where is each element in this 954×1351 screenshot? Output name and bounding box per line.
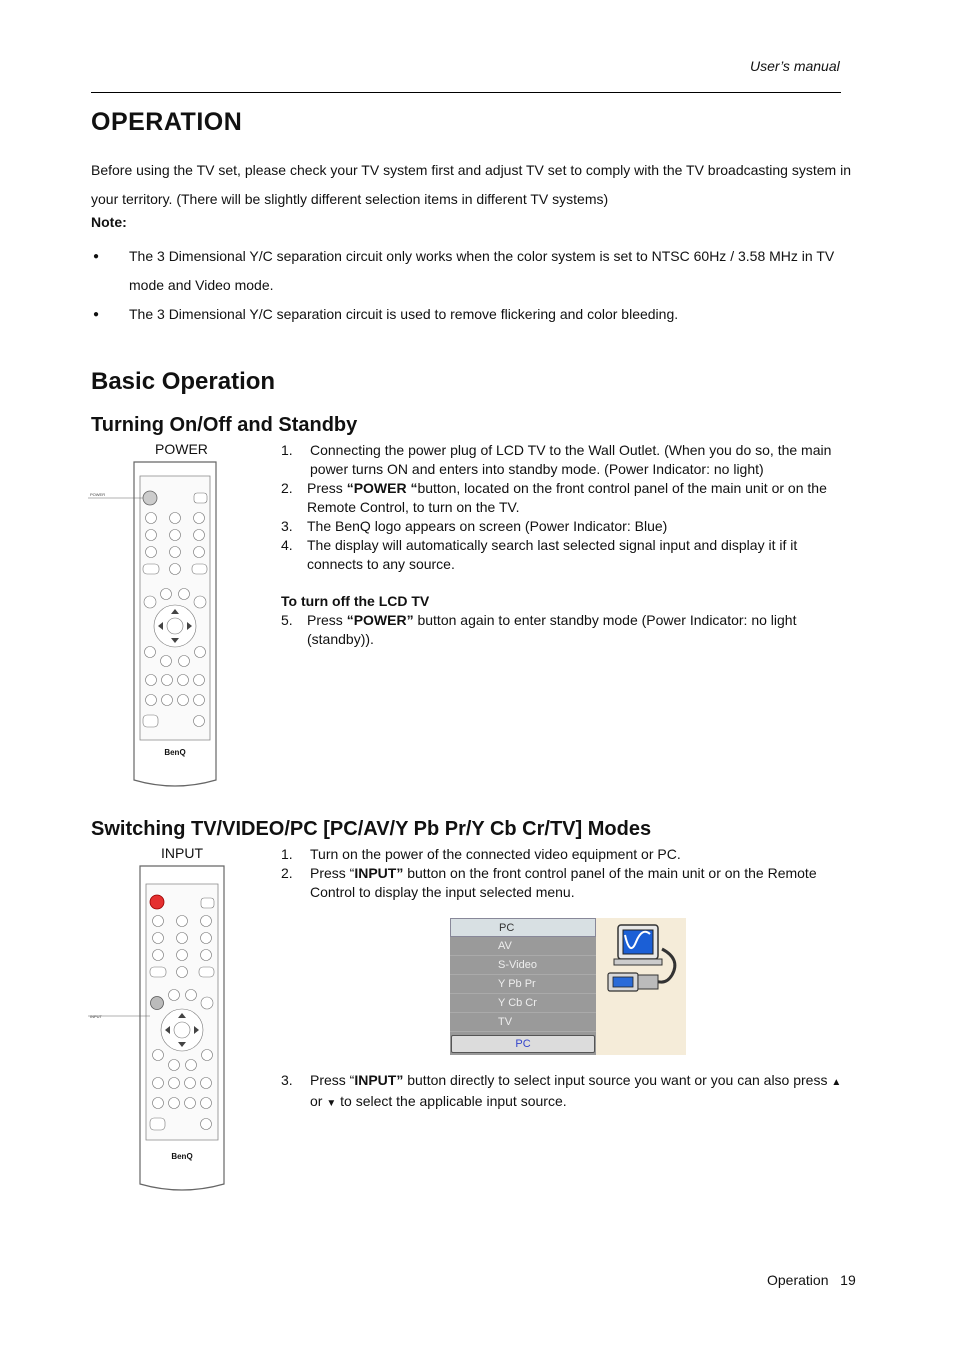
basic-operation-title: Basic Operation — [91, 368, 276, 395]
switching-step-3 — [281, 1071, 855, 1113]
down-arrow-icon: ▼ — [326, 1098, 337, 1109]
power-button — [150, 895, 164, 909]
turning-title: Turning On/Off and Standby — [91, 414, 358, 436]
pc-source-icon — [606, 923, 682, 1001]
menu-item-pc: PC — [450, 918, 596, 937]
footer-section: Operation — [767, 1272, 829, 1288]
menu-item-av: AV — [450, 937, 596, 956]
page-footer — [767, 1272, 856, 1288]
menu-item-s-video: S-Video — [450, 956, 596, 975]
step-item: 1. Turn on the power of the connected video equipment or PC. — [281, 846, 681, 862]
menu-item-tv: TV — [450, 1013, 596, 1032]
menu-item-ypbpr: Y Pb Pr — [450, 975, 596, 994]
header-rule — [91, 92, 841, 93]
step-item: 5. Press “POWER” button again to enter standby mode (Power Indicator: no light (standby)). — [281, 612, 797, 647]
power-button — [143, 491, 157, 505]
turning-steps — [281, 441, 855, 649]
step-item: 1. Connecting the power plug of LCD TV to the Wall Outlet. (When you do so, the main power turns ON and enters into standby mode. (Power Indicator: no light) — [281, 442, 832, 477]
step-item: 3. The BenQ logo appears on screen (Power Indicator: Blue) — [281, 518, 668, 534]
page-number: 19 — [840, 1272, 856, 1288]
input-select-menu — [450, 918, 686, 1055]
step-item: 4. The display will automatically search last selected signal input and display it if it connects to any source. — [281, 537, 798, 572]
turn-off-title: To turn off the LCD TV — [281, 593, 430, 609]
note-item: ● The 3 Dimensional Y/C separation circuit only works when the color system is set to NTSC 60Hz / 3.58 MHz in TV mode and Video mode. — [91, 242, 866, 300]
input-remote-label: INPUT — [161, 845, 203, 861]
power-remote-label: POWER — [155, 441, 208, 457]
menu-item-ycbcr: Y Cb Cr — [450, 994, 596, 1013]
remote-brand-logo: BenQ — [171, 1152, 193, 1161]
switching-title: Switching TV/VIDEO/PC [PC/AV/Y Pb Pr/Y Cb Cr/TV] Modes — [91, 818, 652, 840]
up-arrow-icon: ▲ — [831, 1077, 842, 1088]
input-button — [151, 997, 164, 1010]
note-label: Note: — [91, 214, 127, 230]
running-header: User’s manual — [750, 58, 840, 74]
operation-intro: Before using the TV set, please check your TV system first and adjust TV set to comply with the TV broadcasting system in your territory. (There will be slightly different selection items in different TV systems) — [91, 162, 851, 207]
step-item: 3. Press “INPUT” button directly to select input source you want or you can also press ▲ or ▼ to select the applicable input source. — [281, 1072, 842, 1109]
menu-current-source: PC — [451, 1035, 595, 1053]
switching-steps — [281, 845, 855, 902]
power-pointer-label: POWER — [90, 492, 106, 497]
remote-control-power-figure — [88, 458, 220, 790]
remote-control-input-figure — [88, 862, 230, 1194]
note-list — [91, 242, 866, 329]
input-pointer-label: INPUT — [90, 1014, 102, 1019]
step-item: 2. Press “POWER “button, located on the front control panel of the main unit or on the Remote Control, to turn on the TV. — [281, 480, 827, 515]
note-item: ● The 3 Dimensional Y/C separation circuit is used to remove flickering and color bleeding. — [91, 300, 866, 329]
remote-brand-logo: BenQ — [164, 748, 186, 757]
operation-title: OPERATION — [91, 108, 243, 136]
input-menu-list — [450, 918, 596, 1055]
step-item: 2. Press “INPUT” button on the front control panel of the main unit or on the Remote Control to display the input selected menu. — [281, 865, 817, 900]
